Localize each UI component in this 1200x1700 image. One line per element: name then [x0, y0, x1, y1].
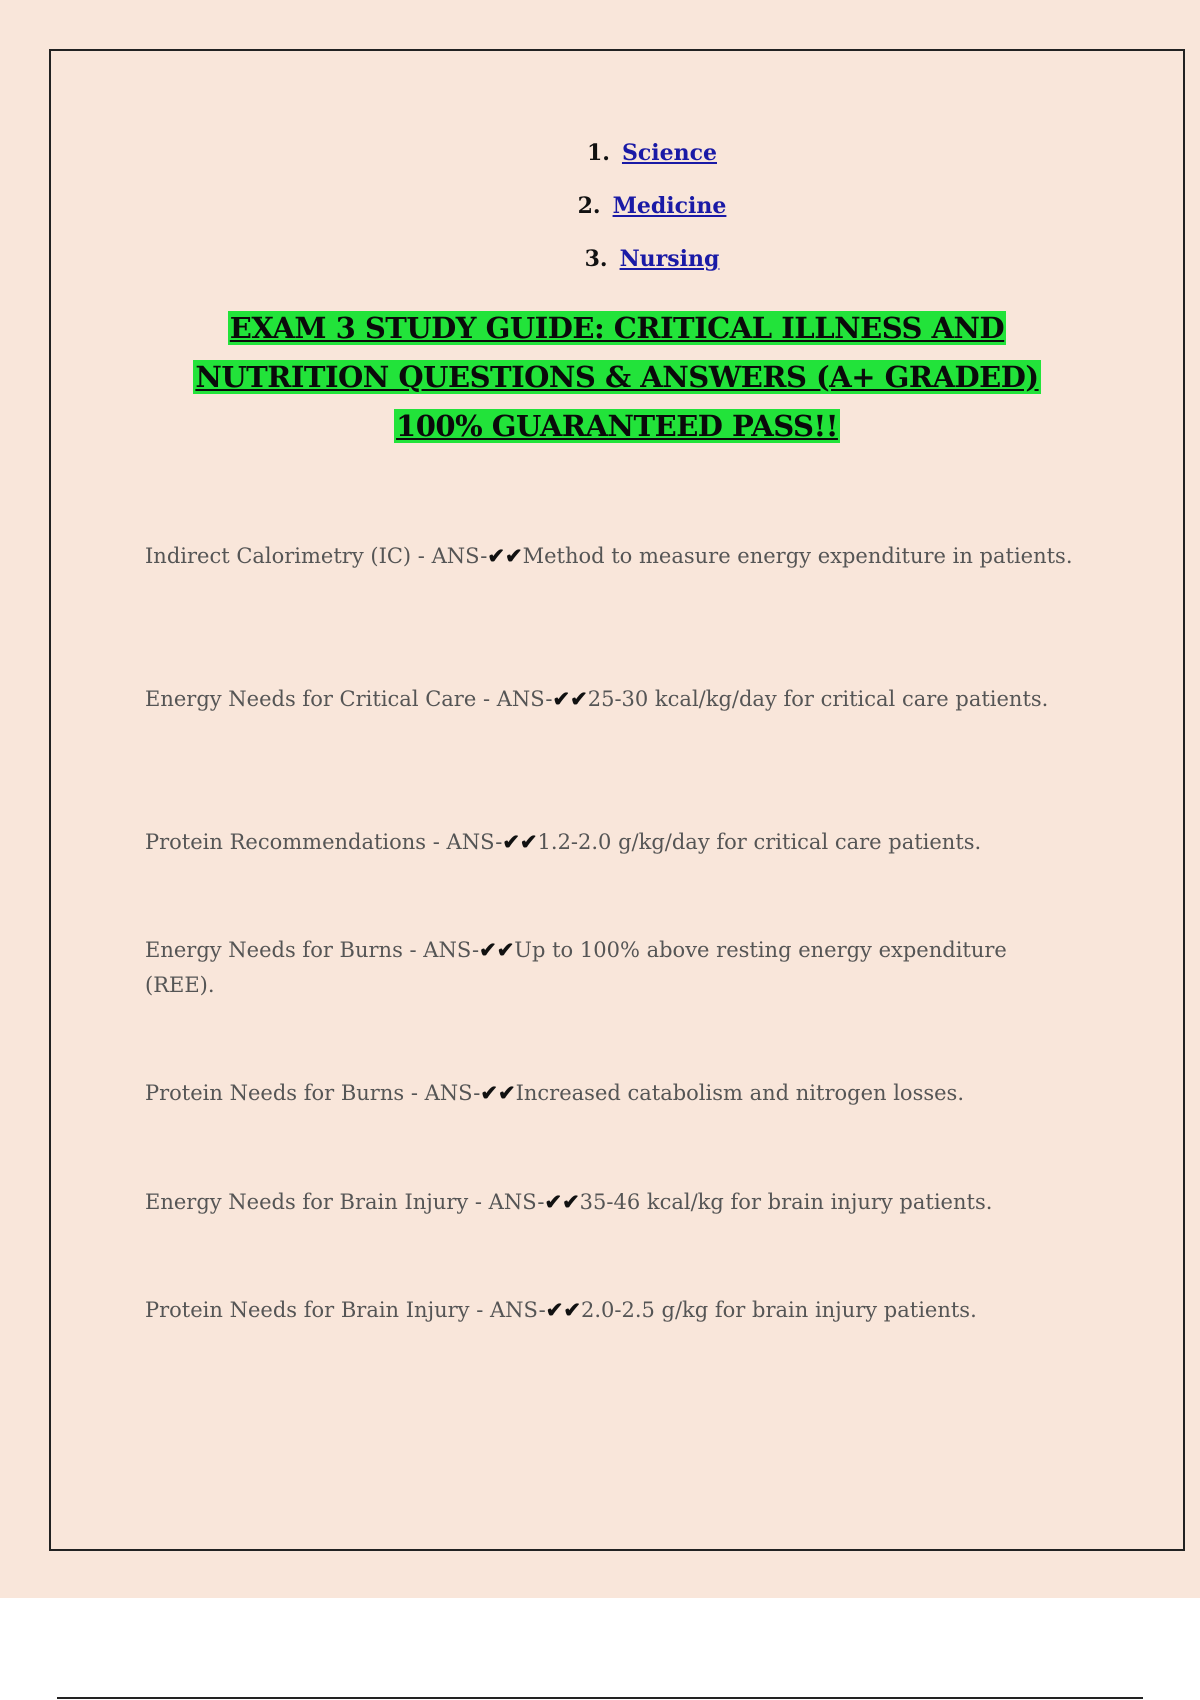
breadcrumb	[0, 140, 1200, 299]
qa-answer: 2.0-2.5 g/kg for brain injury patients.	[580, 1298, 977, 1322]
breadcrumb-item-science	[0, 140, 1200, 193]
title-line	[150, 402, 1084, 451]
qa-item-energy-brain-injury	[145, 1184, 1075, 1220]
qa-answer: 25-30 kcal/kg/day for critical care patients.	[587, 687, 1049, 711]
checkmark-icon: ✔✔	[480, 1080, 516, 1105]
qa-item-protein-recommendations	[145, 824, 1075, 860]
qa-question: Protein Recommendations - ANS-	[145, 830, 503, 854]
qa-answer: Method to measure energy expenditure in patients.	[522, 544, 1073, 568]
qa-question: Energy Needs for Brain Injury - ANS-	[145, 1190, 545, 1214]
checkmark-icon: ✔✔	[552, 686, 588, 711]
title-line	[150, 304, 1084, 353]
qa-question: Energy Needs for Burns - ANS-	[145, 938, 480, 962]
title-line-text: NUTRITION QUESTIONS & ANSWERS (A+ GRADED)	[195, 360, 1039, 394]
checkmark-icon: ✔✔	[479, 937, 515, 962]
qa-item-indirect-calorimetry	[145, 538, 1075, 574]
title-line	[150, 353, 1084, 402]
footer-divider	[57, 1697, 1143, 1699]
checkmark-icon: ✔✔	[502, 829, 538, 854]
title-line-text: EXAM 3 STUDY GUIDE: CRITICAL ILLNESS AND	[229, 311, 1005, 345]
qa-question: Energy Needs for Critical Care - ANS-	[145, 687, 553, 711]
page-title	[150, 304, 1084, 451]
checkmark-icon: ✔✔	[544, 1189, 580, 1214]
qa-item-energy-burns	[145, 932, 1075, 1003]
breadcrumb-item-nursing	[0, 246, 1200, 299]
qa-answer: Up to 100% above resting energy expenditure (REE).	[145, 938, 1007, 997]
breadcrumb-number: 2.	[577, 193, 601, 219]
qa-item-energy-critical-care	[145, 681, 1075, 717]
title-line-text: 100% GUARANTEED PASS!!	[396, 409, 838, 443]
qa-question: Indirect Calorimetry (IC) - ANS-	[145, 544, 488, 568]
breadcrumb-link-medicine[interactable]: Medicine	[612, 193, 727, 219]
qa-answer: 35-46 kcal/kg for brain injury patients.	[579, 1190, 993, 1214]
qa-item-protein-brain-injury	[145, 1292, 1075, 1328]
qa-answer: Increased catabolism and nitrogen losses.	[515, 1081, 964, 1105]
breadcrumb-link-science[interactable]: Science	[621, 140, 717, 166]
breadcrumb-item-medicine	[0, 193, 1200, 246]
qa-question: Protein Needs for Burns - ANS-	[145, 1081, 481, 1105]
qa-question: Protein Needs for Brain Injury - ANS-	[145, 1298, 546, 1322]
breadcrumb-number: 1.	[587, 140, 610, 166]
breadcrumb-link-nursing[interactable]: Nursing	[619, 246, 720, 272]
breadcrumb-number: 3.	[584, 246, 608, 272]
qa-answer: 1.2-2.0 g/kg/day for critical care patients.	[537, 830, 982, 854]
checkmark-icon: ✔✔	[487, 543, 523, 568]
qa-item-protein-burns	[145, 1075, 1075, 1111]
checkmark-icon: ✔✔	[545, 1297, 581, 1322]
